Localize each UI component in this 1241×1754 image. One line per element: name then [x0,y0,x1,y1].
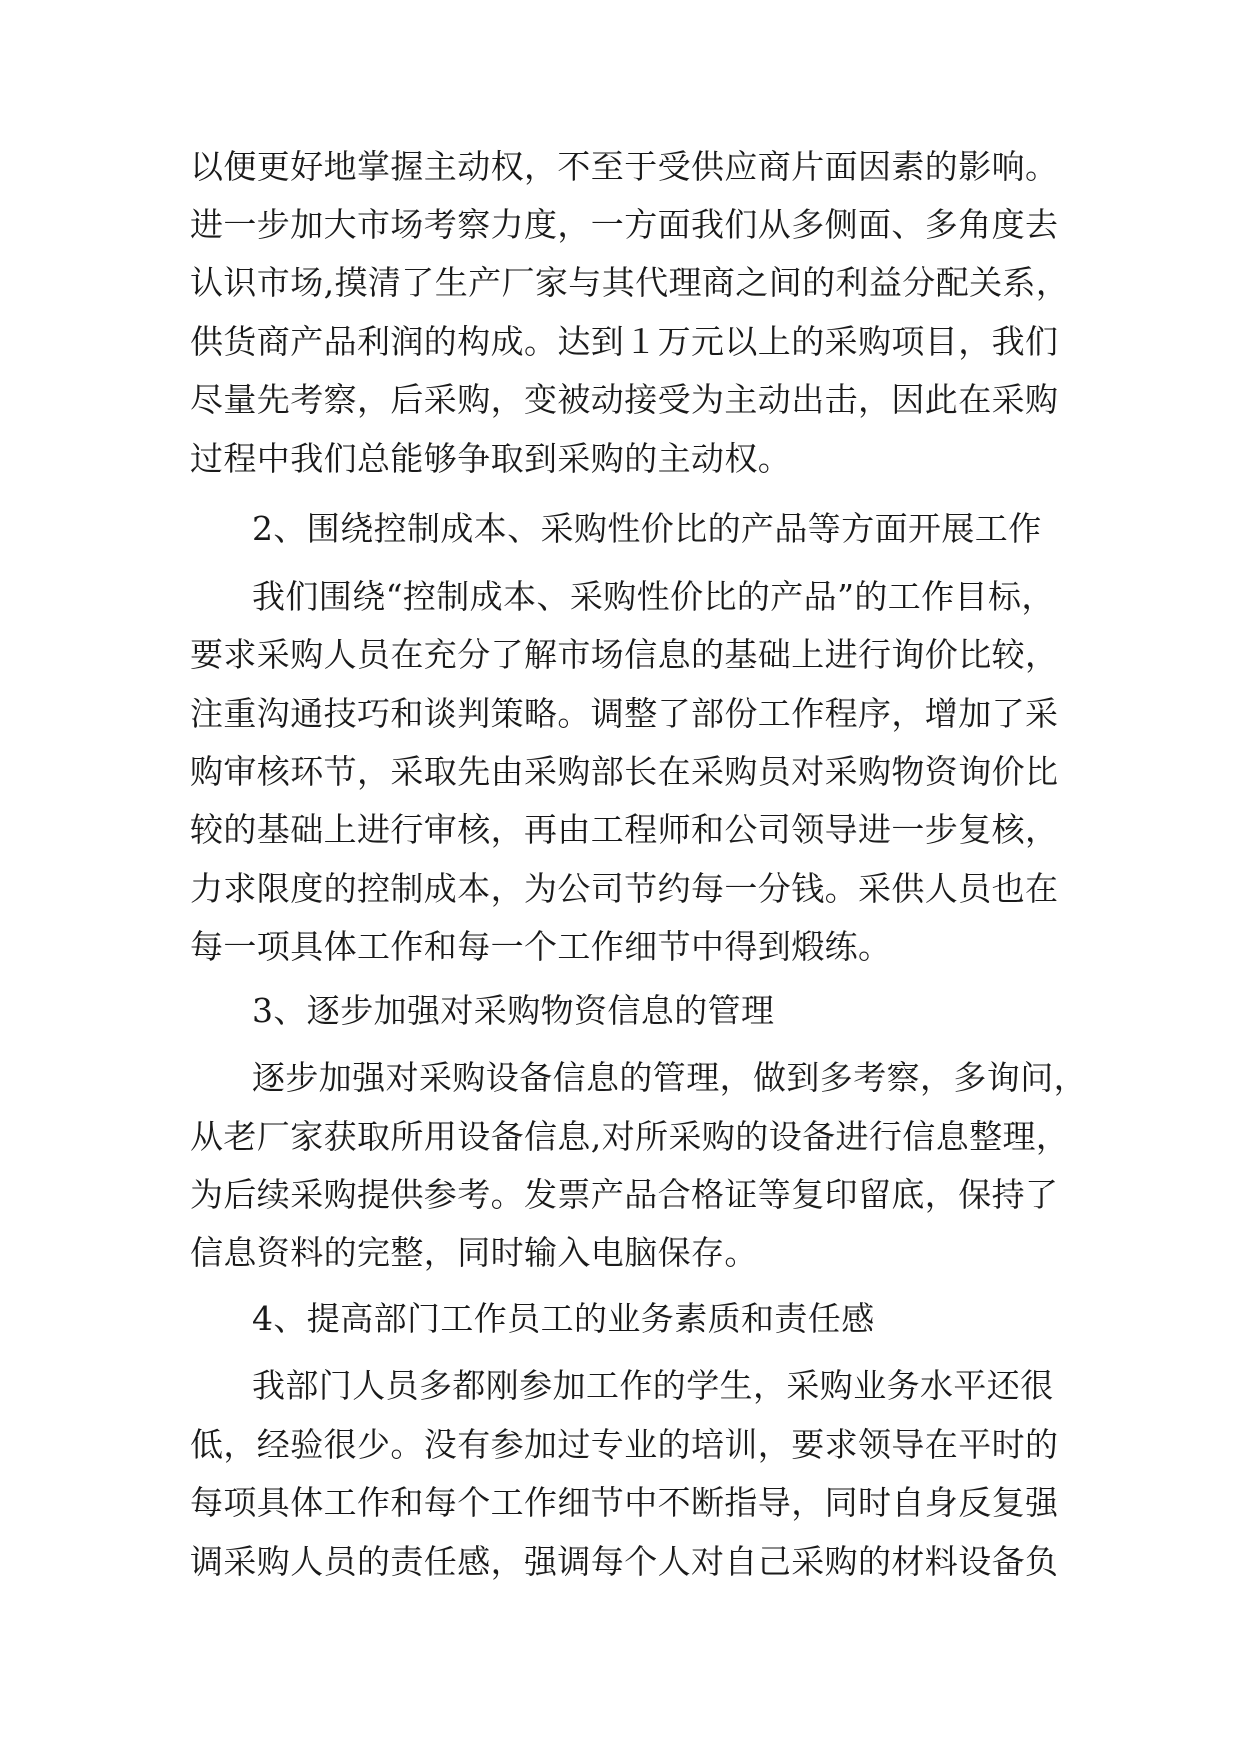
text-line: 低，经验很少。没有参加过专业的培训，要求领导在平时的 [190,1425,1059,1464]
text-line: 以便更好地掌握主动权，不至于受供应商片面因素的影响。 [190,147,1059,186]
text-line: 从老厂家获取所用设备信息,对所采购的设备进行信息整理， [190,1117,1070,1156]
section-heading: 2、围绕控制成本、采购性价比的产品等方面开展工作 [252,509,1042,548]
text-line: 每项具体工作和每个工作细节中不断指导，同时自身反复强 [190,1483,1059,1522]
text-line: 信息资料的完整，同时输入电脑保存。 [190,1233,758,1272]
text-line: 每一项具体工作和每一个工作细节中得到煅练。 [190,927,892,966]
text-line: 供货商产品利润的构成。达到１万元以上的采购项目，我们 [190,322,1059,361]
section-heading: 3、逐步加强对采购物资信息的管理 [252,991,775,1030]
text-line: 尽量先考察，后采购，变被动接受为主动出击，因此在采购 [190,380,1059,419]
text-line: 购审核环节，采取先由采购部长在采购员对采购物资询价比 [190,752,1059,791]
text-line: 要求采购人员在充分了解市场信息的基础上进行询价比较， [190,635,1059,674]
text-line: 我部门人员多都刚参加工作的学生，采购业务水平还很 [252,1366,1054,1405]
text-line: 调采购人员的责任感，强调每个人对自己采购的材料设备负 [190,1542,1059,1581]
text-line: 注重沟通技巧和谈判策略。调整了部份工作程序，增加了采 [190,694,1059,733]
text-line: 我们围绕“控制成本、采购性价比的产品”的工作目标， [252,577,1055,616]
section-heading: 4、提高部门工作员工的业务素质和责任感 [252,1299,875,1338]
text-line: 逐步加强对采购设备信息的管理，做到多考察，多询问， [252,1058,1087,1097]
text-line: 较的基础上进行审核，再由工程师和公司领导进一步复核， [190,810,1059,849]
text-line: 认识市场,摸清了生产厂家与其代理商之间的利益分配关系， [190,263,1070,302]
text-line: 力求限度的控制成本，为公司节约每一分钱。采供人员也在 [190,869,1059,908]
text-line: 进一步加大市场考察力度，一方面我们从多侧面、多角度去 [190,205,1059,244]
text-line: 过程中我们总能够争取到采购的主动权。 [190,439,792,478]
text-line: 为后续采购提供参考。发票产品合格证等复印留底，保持了 [190,1175,1059,1214]
